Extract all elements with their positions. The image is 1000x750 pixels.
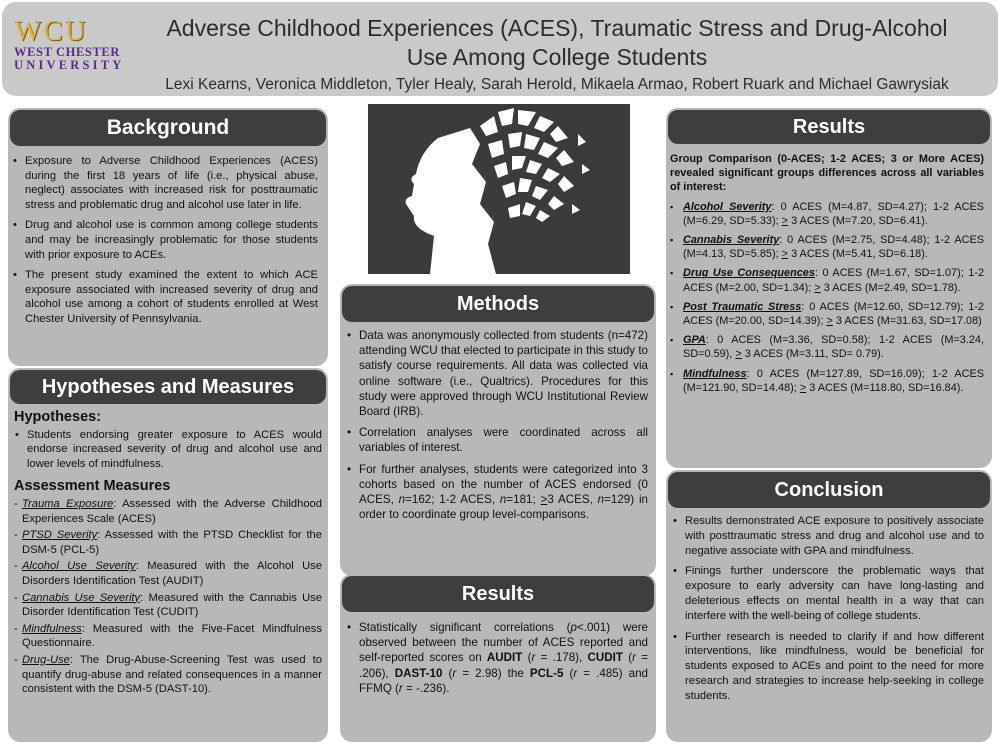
authors-line: Lexi Kearns, Veronica Middleton, Tyler Healy, Sarah Herold, Mikaela Armao, Robert Ruark and Michael Gawrysiak bbox=[165, 76, 949, 93]
hypotheses-body bbox=[14, 408, 322, 699]
measure-item: - Trauma Exposure: Assessed with the Adverse Childhood Experiences Scale (ACES) bbox=[14, 497, 322, 526]
conclusion-bullet: • Results demonstrated ACE exposure to positively associate with posttraumatic stress and drug and alcohol use and to negative associate with GPA and mindfulness. bbox=[672, 514, 984, 558]
poster-title-line-2: Use Among College Students bbox=[406, 44, 708, 70]
measure-item: - Mindfulness: Measured with the Five-Facet Mindfulness Questionnaire. bbox=[14, 622, 322, 651]
hypothesis-bullet: • Students endorsing greater exposure to ACES would endorse increased severity of drug and alcohol use and lower levels of mindfulness. bbox=[14, 428, 322, 472]
group-comparison-intro: Group Comparison (0-ACES; 1-2 ACES; 3 or More ACES) revealed significant groups differences across all variables of interest: bbox=[670, 153, 984, 194]
conclusion-bullet: • Finings further underscore the problematic ways that exposure to early adversity can have long-lasting and deleterious effects on mental health in a way that can interfere with the well-being of college students. bbox=[672, 564, 984, 623]
group-result-item: ▪ Cannabis Severity: 0 ACES (M=2.75, SD=4.48); 1-2 ACES (M=4.13, SD=5.85); > 3 ACES (M=5.41, SD=6.18). bbox=[670, 233, 984, 261]
group-result-item: ▪ Drug Use Consequences: 0 ACES (M=1.67, SD=1.07); 1-2 ACES (M=2.00, SD=1.34); > 3 ACES (M=2.49, SD=1.78). bbox=[670, 266, 984, 294]
background-bullet: • The present study examined the extent to which ACE exposure associated with increased severity of drug and alcohol use among a cohort of students enrolled at West Chester University of Pennsylvania. bbox=[12, 268, 318, 326]
conclusion-body bbox=[672, 514, 984, 710]
group-result-item: ▪ Mindfulness: 0 ACES (M=127.89, SD=16.09); 1-2 ACES (M=121.90, SD=14.48); > 3 ACES (M=118.80, SD=16.84). bbox=[670, 367, 984, 395]
background-body bbox=[12, 154, 318, 333]
correlation-bullet: • Statistically significant correlations (p<.001) were observed between the number of ACES reported and self-reported scores on AUDIT (r = .178), CUDIT (r = .206), DAST-10 (r = 2.98) the PCL-5 (r = .485) and FFMQ (r = -.236). bbox=[346, 620, 648, 696]
logo-line-west-chester: WEST CHESTER bbox=[14, 45, 120, 59]
title-banner bbox=[2, 2, 998, 96]
results-groups-body bbox=[670, 152, 984, 400]
measure-item: - PTSD Severity: Assessed with the PTSD Checklist for the DSM-5 (PCL-5) bbox=[14, 528, 322, 557]
methods-heading: Methods bbox=[342, 286, 654, 322]
methods-body bbox=[346, 328, 648, 528]
measure-name: Trauma Exposure bbox=[22, 497, 114, 510]
shattered-head-image bbox=[368, 104, 630, 274]
group-result-item: ▪ Post Traumatic Stress: 0 ACES (M=12.60, SD=12.79); 1-2 ACES (M=20.00, SD=14.39); > 3 ACES (M=31.63, SD=17.08) bbox=[670, 300, 984, 328]
methods-bullet: • For further analyses, students were categorized into 3 cohorts based on the number of ACES endorsed (0 ACES, n=162; 1-2 ACES, n=181; >3 ACES, n=129) in order to coordinate group level-comparisons. bbox=[346, 462, 648, 523]
hypotheses-subheading: Hypotheses: bbox=[14, 409, 102, 425]
measure-name: Mindfulness bbox=[22, 622, 82, 635]
measure-name: Alcohol Use Severity bbox=[22, 560, 136, 573]
measure-item: - Cannabis Use Severity: Measured with the Cannabis Use Disorder Identification Test (CUDIT) bbox=[14, 591, 322, 620]
logo-line-university: UNIVERSITY bbox=[14, 58, 125, 72]
measure-item: - Alcohol Use Severity: Measured with the Alcohol Use Disorders Identification Test (AUDIT) bbox=[14, 559, 322, 588]
background-heading: Background bbox=[10, 110, 326, 146]
poster-title-line-1: Adverse Childhood Experiences (ACES), Traumatic Stress and Drug-Alcohol bbox=[166, 15, 948, 41]
measure-name: Drug-Use bbox=[22, 653, 70, 666]
results-correlations-heading: Results bbox=[342, 576, 654, 612]
poster-title bbox=[132, 14, 982, 72]
background-bullet: • Exposure to Adverse Childhood Experiences (ACES) during the first 18 years of life (i.e., physical abuse, neglect) associates with increased risk for posttraumatic stress and problematic drug and alcohol use later in life. bbox=[12, 154, 318, 212]
methods-bullet: • Data was anonymously collected from students (n=472) attending WCU that elected to participate in this study to satisfy course requirements. All data was collected via online software (i.e., Qualtrics). Procedures for this study were approved through WCU Institutional Review Board (IRB). bbox=[346, 328, 648, 419]
results-groups-heading: Results bbox=[668, 110, 990, 144]
conclusion-bullet: • Further research is needed to clarify if and how different interventions, like mindfulness, would be beneficial for students exposed to ACEs and point to the need for more research and strategies to increase help-seeking in college students. bbox=[672, 630, 984, 704]
results-correlations-body bbox=[346, 620, 648, 702]
measure-name: Cannabis Use Severity bbox=[22, 591, 141, 604]
background-bullet: • Drug and alcohol use is common among college students and may be increasingly problematic for those students with prior exposure to ACEs. bbox=[12, 218, 318, 262]
group-result-item: ▪ GPA: 0 ACES (M=3.36, SD=0.58); 1-2 ACES (M=3.24, SD=0.59), > 3 ACES (M=3.11, SD= 0.79). bbox=[670, 333, 984, 361]
group-result-item: ▪ Alcohol Severity: 0 ACES (M=4.87, SD=4.27); 1-2 ACES (M=6.29, SD=5.33); > 3 ACES (M=7.20, SD=6.41). bbox=[670, 200, 984, 228]
head-silhouette-icon bbox=[368, 104, 630, 274]
conclusion-heading: Conclusion bbox=[668, 472, 990, 508]
methods-bullet: • Correlation analyses were coordinated across all variables of interest. bbox=[346, 425, 648, 455]
measures-subheading: Assessment Measures bbox=[14, 478, 171, 495]
measure-item: - Drug-Use: The Drug-Abuse-Screening Test was used to quantify drug-abuse and related consequences in a manner consistent with the DSM-5 (DAST-10). bbox=[14, 653, 322, 697]
logo-wcu-text: WCU bbox=[14, 15, 88, 47]
wcu-logo bbox=[14, 16, 126, 78]
measure-name: PTSD Severity bbox=[22, 529, 98, 542]
hypotheses-heading: Hypotheses and Measures bbox=[10, 370, 326, 404]
